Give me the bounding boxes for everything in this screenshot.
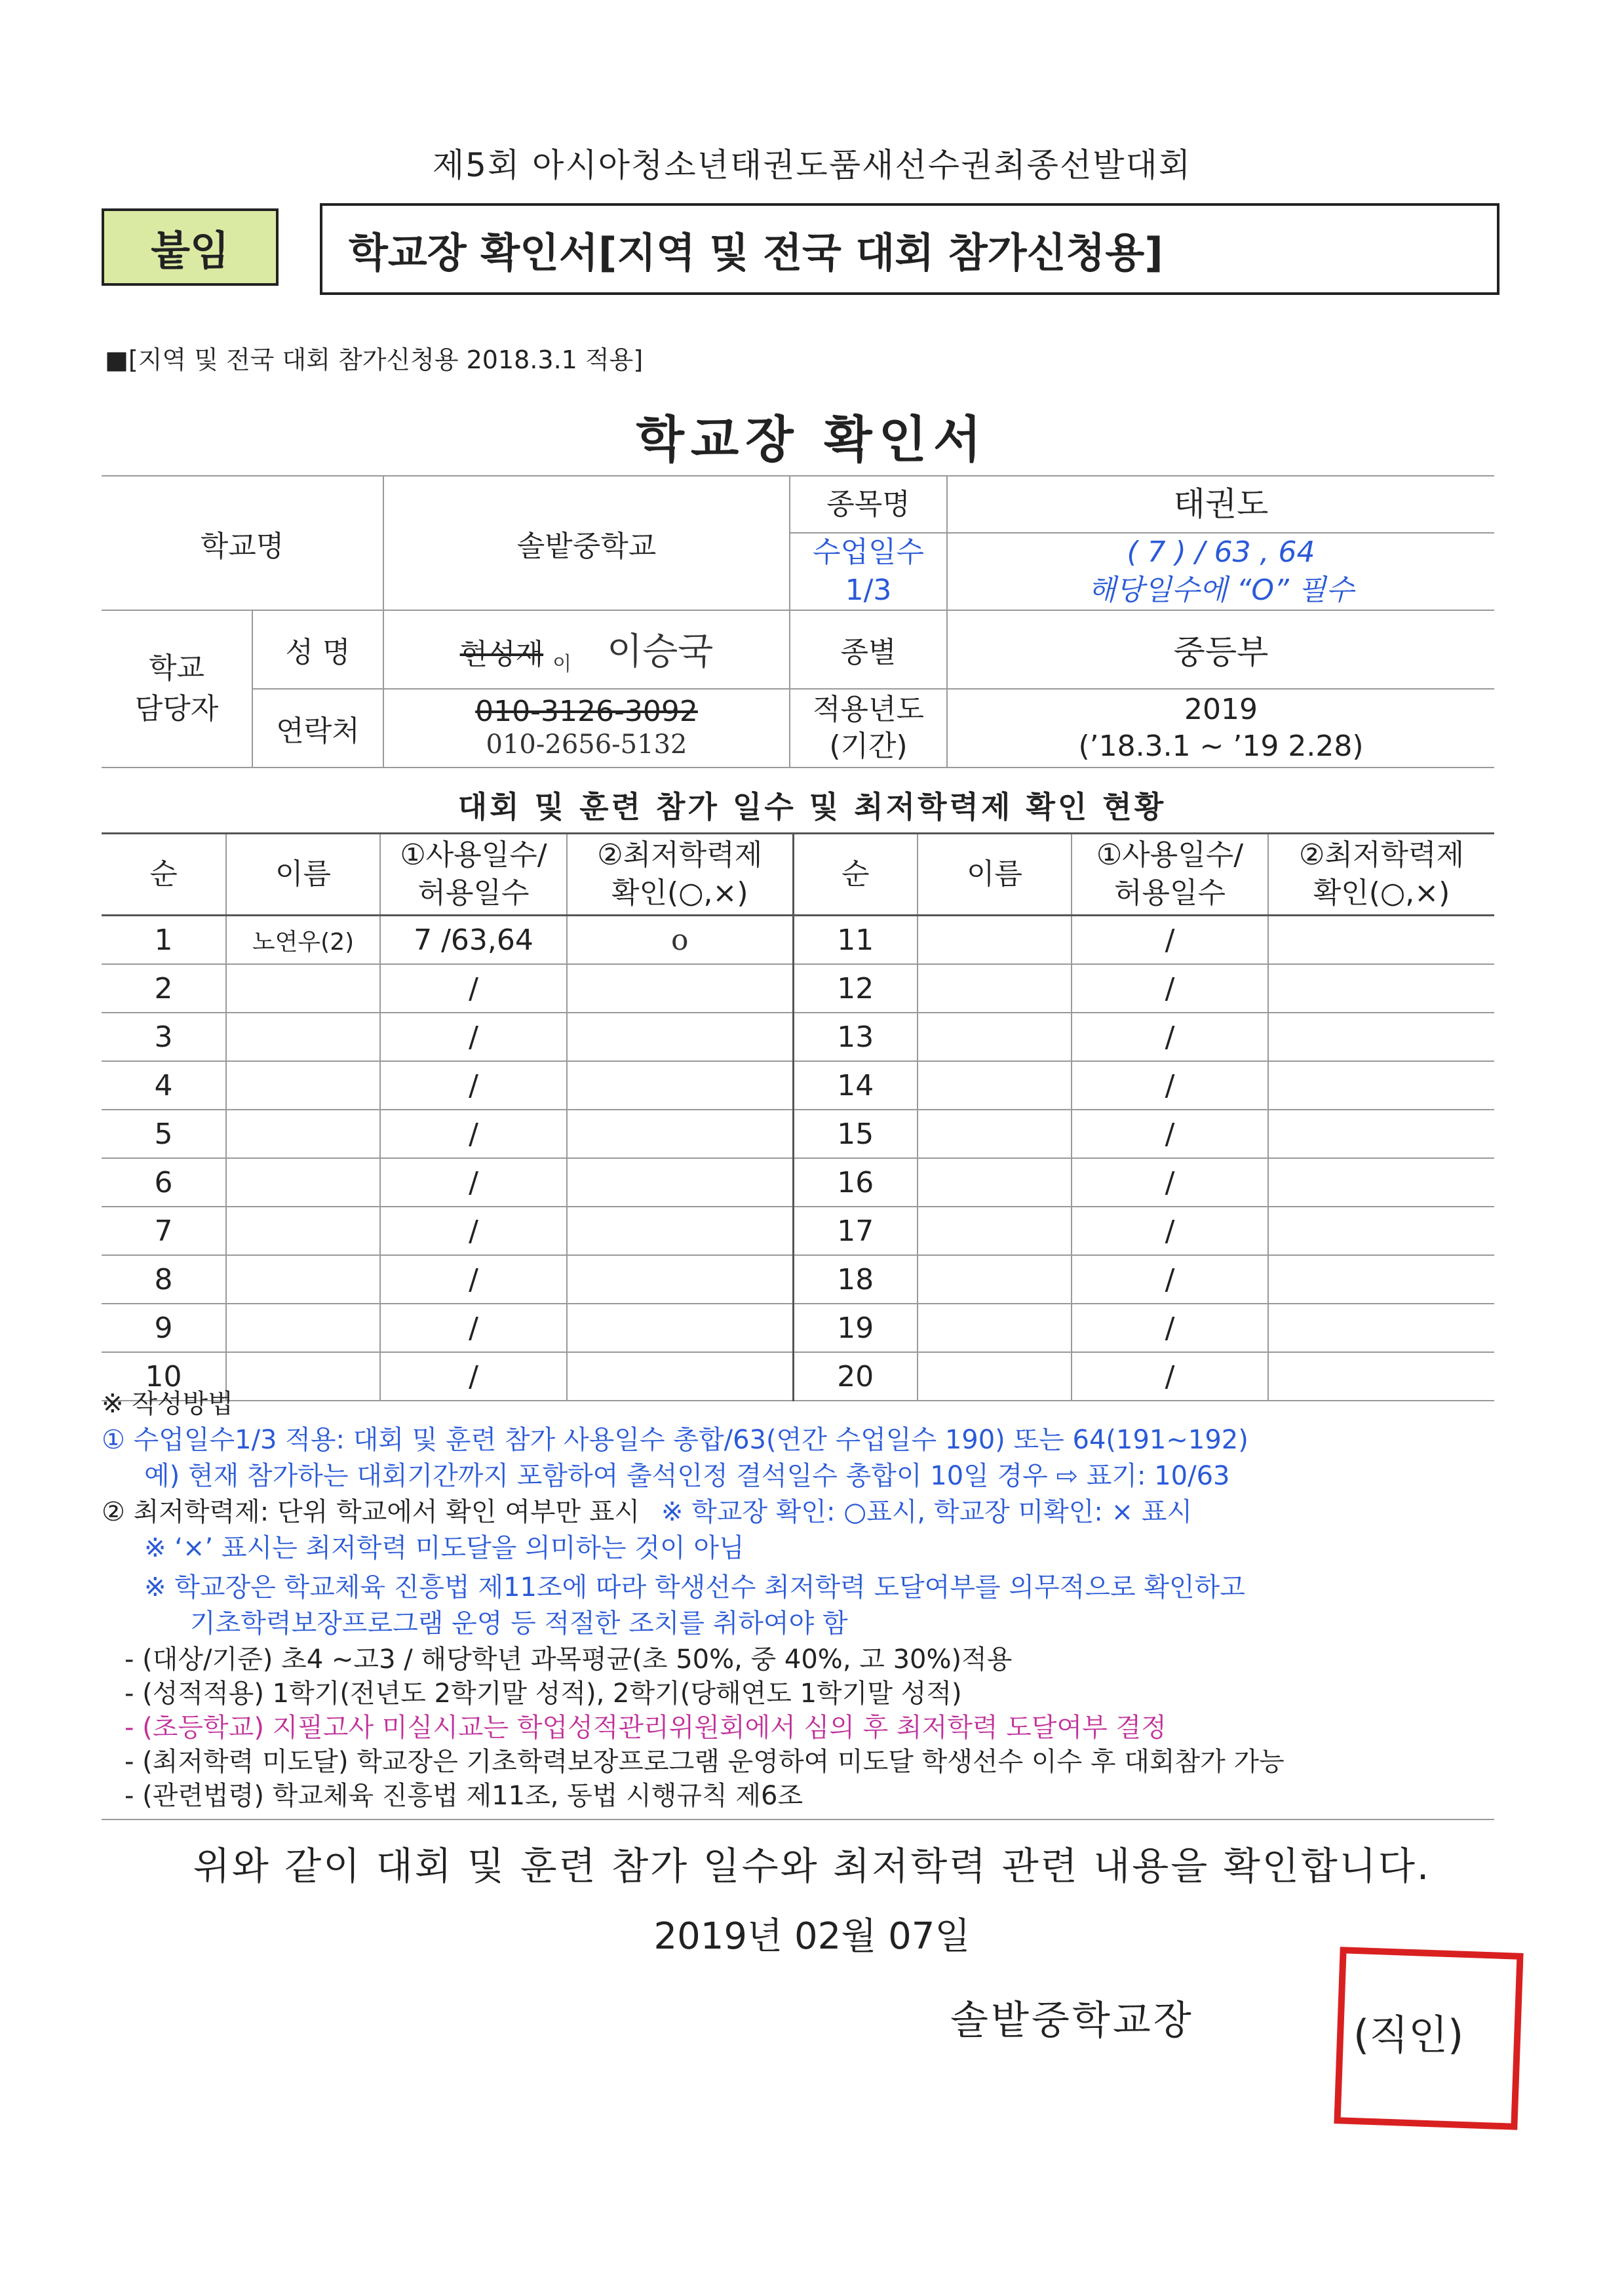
cell-min-left xyxy=(567,1352,793,1401)
cell-name-left xyxy=(226,1110,380,1158)
note-7: - (초등학교) 지필고사 미실시교는 학업성적관리위원회에서 심의 후 최저학력 도달여부 결정 xyxy=(125,1713,1167,1743)
cell-name-right xyxy=(918,1352,1072,1401)
col-name: 이름 xyxy=(918,834,1072,916)
cell-used-left: / xyxy=(380,1304,567,1352)
cell-name-left xyxy=(226,1158,380,1207)
col-min-score: ②최저학력제 확인(○,×) xyxy=(567,834,793,916)
col-name: 이름 xyxy=(226,834,380,916)
cell-used-right: / xyxy=(1072,1207,1268,1255)
cell-name-right xyxy=(918,1207,1072,1255)
cell-name-right xyxy=(918,1013,1072,1061)
struck-contact: 010-3126-3092 xyxy=(475,695,698,728)
note-3: ※ ‘×’ 표시는 최저학력 미도달을 의미하는 것이 아님 xyxy=(144,1533,744,1563)
cell-name-right xyxy=(918,1255,1072,1304)
cell-used-right: / xyxy=(1072,1255,1268,1304)
cell-used-right: / xyxy=(1072,1061,1268,1110)
table-row xyxy=(102,1352,1494,1401)
cell-used-left: 7 /63,64 xyxy=(380,916,567,965)
cell-used-left: / xyxy=(380,1061,567,1110)
attachment-tag: 붙임 xyxy=(102,208,279,286)
table-row xyxy=(102,1061,1494,1110)
cell-no-right: 19 xyxy=(793,1304,918,1352)
status-heading: 대회 및 훈련 참가 일수 및 최저학력제 확인 현황 xyxy=(457,789,1167,825)
cell-min-left xyxy=(567,964,793,1013)
name-small-note: 이 xyxy=(552,652,572,676)
cell-used-left: / xyxy=(380,1013,567,1061)
contact-cell xyxy=(383,689,790,768)
cell-name-left xyxy=(226,964,380,1013)
cell-no-left: 2 xyxy=(102,964,226,1013)
cell-used-right: / xyxy=(1072,1110,1268,1158)
cell-no-right: 17 xyxy=(793,1207,918,1255)
cell-min-left xyxy=(567,1061,793,1110)
table-row xyxy=(102,1255,1494,1304)
cell-min-left xyxy=(567,1158,793,1207)
cell-no-left: 7 xyxy=(102,1207,226,1255)
page-title: 학교장 확인서 xyxy=(636,410,988,469)
cell-min-left xyxy=(567,1110,793,1158)
note-4b: 기초학력보장프로그램 운영 등 적절한 조치를 취하여야 함 xyxy=(190,1608,848,1639)
cell-no-left: 10 xyxy=(102,1352,226,1401)
cell-min-left xyxy=(567,1255,793,1304)
school-label: 학교명 xyxy=(102,476,383,610)
cell-min-right xyxy=(1268,916,1494,965)
handwritten-name: 이승국 xyxy=(607,631,714,674)
cell-min-right xyxy=(1268,1304,1494,1352)
cell-used-left: / xyxy=(380,1352,567,1401)
applicability-note: ■[지역 및 전국 대회 참가신청용 2018.3.1 적용] xyxy=(105,345,644,374)
cell-name-left: 노연우(2) xyxy=(226,916,380,965)
cell-no-right: 13 xyxy=(793,1013,918,1061)
note-9: - (관련법령) 학교체육 진흥법 제11조, 동법 시행규칙 제6조 xyxy=(125,1781,803,1811)
cell-no-left: 8 xyxy=(102,1255,226,1304)
seal-label: (직인) xyxy=(1353,2011,1464,2059)
note-5: - (대상/기준) 초4 ~고3 / 해당학년 과목평균(초 50%, 중 40%, 고 30%)적용 xyxy=(125,1644,1013,1675)
cell-min-right xyxy=(1268,964,1494,1013)
handwritten-contact: 010-2656-5132 xyxy=(486,729,687,760)
cell-used-right: / xyxy=(1072,1158,1268,1207)
cell-name-right xyxy=(918,1304,1072,1352)
cell-min-right xyxy=(1268,1013,1494,1061)
document-type-header: 학교장 확인서[지역 및 전국 대회 참가신청용] xyxy=(320,203,1499,295)
cell-no-right: 15 xyxy=(793,1110,918,1158)
category-value: 중등부 xyxy=(947,610,1494,689)
year-value: 2019 (’18.3.1 ~ ’19 2.28) xyxy=(947,689,1494,768)
cell-used-left: / xyxy=(380,1158,567,1207)
cell-no-right: 18 xyxy=(793,1255,918,1304)
cell-no-left: 3 xyxy=(102,1013,226,1061)
year-label: 적용년도 (기간) xyxy=(790,689,947,768)
contact-label: 연락처 xyxy=(252,689,383,768)
category-label: 종별 xyxy=(790,610,947,689)
class-days-label: 수업일수 1/3 xyxy=(812,535,924,607)
cell-used-left: / xyxy=(380,1255,567,1304)
cell-used-right: / xyxy=(1072,1013,1268,1061)
cell-min-right xyxy=(1268,1061,1494,1110)
cell-name-left xyxy=(226,1352,380,1401)
note-1a: ① 수업일수1/3 적용: 대회 및 훈련 참가 사용일수 총합/63(연간 수업일수 190) 또는 64(191~192) xyxy=(102,1425,1248,1455)
cell-min-right xyxy=(1268,1110,1494,1158)
cell-no-left: 4 xyxy=(102,1061,226,1110)
cell-used-right: / xyxy=(1072,1352,1268,1401)
cell-no-left: 9 xyxy=(102,1304,226,1352)
cell-name-left xyxy=(226,1255,380,1304)
cell-used-left: / xyxy=(380,1207,567,1255)
col-no: 순 xyxy=(102,834,226,916)
note-2a: ② 최저학력제: 단위 학교에서 확인 여부만 표시 ※ 학교장 확인: ○표시, 학교장 미확인: × 표시 xyxy=(102,1497,1193,1527)
table-row xyxy=(102,1110,1494,1158)
cell-name-right xyxy=(918,916,1072,965)
competition-title: 제5회 아시아청소년태권도품새선수권최종선발대회 xyxy=(432,146,1192,184)
cell-no-right: 20 xyxy=(793,1352,918,1401)
cell-no-right: 11 xyxy=(793,916,918,965)
cell-name-right xyxy=(918,1110,1072,1158)
cell-no-left: 1 xyxy=(102,916,226,965)
cell-min-left: o xyxy=(567,916,793,965)
school-name: 솔밭중학교 xyxy=(383,476,790,610)
note-4a: ※ 학교장은 학교체육 진흥법 제11조에 따라 학생선수 최저학력 도달여부를 의무적으로 확인하고 xyxy=(144,1572,1245,1603)
cell-used-left: / xyxy=(380,1110,567,1158)
staff-label: 학교 담당자 xyxy=(102,610,252,768)
info-table xyxy=(102,475,1494,768)
table-row xyxy=(102,1013,1494,1061)
note-1b: 예) 현재 참가하는 대회기간까지 포함하여 출석인정 결석일수 총합이 10일 경우 ⇨ 표기: 10/63 xyxy=(144,1461,1230,1491)
cell-used-left: / xyxy=(380,964,567,1013)
cell-used-right: / xyxy=(1072,916,1268,965)
principal-signature: 솔밭중학교장 xyxy=(950,1998,1194,2044)
col-no: 순 xyxy=(793,834,918,916)
cell-min-left xyxy=(567,1207,793,1255)
table-row xyxy=(102,1207,1494,1255)
cell-name-right xyxy=(918,1061,1072,1110)
table-row xyxy=(102,1158,1494,1207)
col-min-score: ②최저학력제 확인(○,×) xyxy=(1268,834,1494,916)
col-used-days: ①사용일수/ 허용일수 xyxy=(380,834,567,916)
cell-name-right xyxy=(918,1158,1072,1207)
cell-name-left xyxy=(226,1304,380,1352)
table-row xyxy=(102,964,1494,1013)
cell-name-left xyxy=(226,1207,380,1255)
name-label: 성 명 xyxy=(252,610,383,689)
cell-min-left xyxy=(567,1013,793,1061)
divider xyxy=(102,1819,1494,1820)
cell-used-right: / xyxy=(1072,1304,1268,1352)
table-row xyxy=(102,1304,1494,1352)
cell-name-left xyxy=(226,1061,380,1110)
cell-name-right xyxy=(918,964,1072,1013)
status-table xyxy=(102,832,1494,1401)
sport-label: 종목명 xyxy=(790,476,946,534)
cell-used-right: / xyxy=(1072,964,1268,1013)
cell-min-right xyxy=(1268,1352,1494,1401)
cell-min-right xyxy=(1268,1255,1494,1304)
cell-min-right xyxy=(1268,1207,1494,1255)
note-8: - (최저학력 미도달) 학교장은 기초학력보장프로그램 운영하여 미도달 학생선수 이수 후 대회참가 가능 xyxy=(125,1747,1285,1777)
table-row xyxy=(102,916,1494,965)
struck-name: 현성재 xyxy=(459,638,544,672)
cell-name-left xyxy=(226,1013,380,1061)
cell-min-right xyxy=(1268,1158,1494,1207)
class-days-value: ( 7 ) / 63 , 64 해당일수에 “O” 필수 xyxy=(1088,535,1354,607)
staff-name-cell xyxy=(383,610,790,689)
cell-no-right: 12 xyxy=(793,964,918,1013)
sport-value: 태권도 xyxy=(948,476,1494,534)
cell-no-right: 16 xyxy=(793,1158,918,1207)
cell-no-left: 6 xyxy=(102,1158,226,1207)
sign-date: 2019년 02월 07일 xyxy=(653,1915,971,1958)
cell-no-right: 14 xyxy=(793,1061,918,1110)
col-used-days: ①사용일수/ 허용일수 xyxy=(1072,834,1268,916)
note-6: - (성적적용) 1학기(전년도 2학기말 성적), 2학기(당해연도 1학기말 성적) xyxy=(125,1679,962,1709)
cell-no-left: 5 xyxy=(102,1110,226,1158)
confirmation-statement: 위와 같이 대회 및 훈련 참가 일수와 최저학력 관련 내용을 확인합니다. xyxy=(193,1844,1431,1888)
notes-heading: ※ 작성방법 xyxy=(102,1389,233,1419)
cell-min-left xyxy=(567,1304,793,1352)
